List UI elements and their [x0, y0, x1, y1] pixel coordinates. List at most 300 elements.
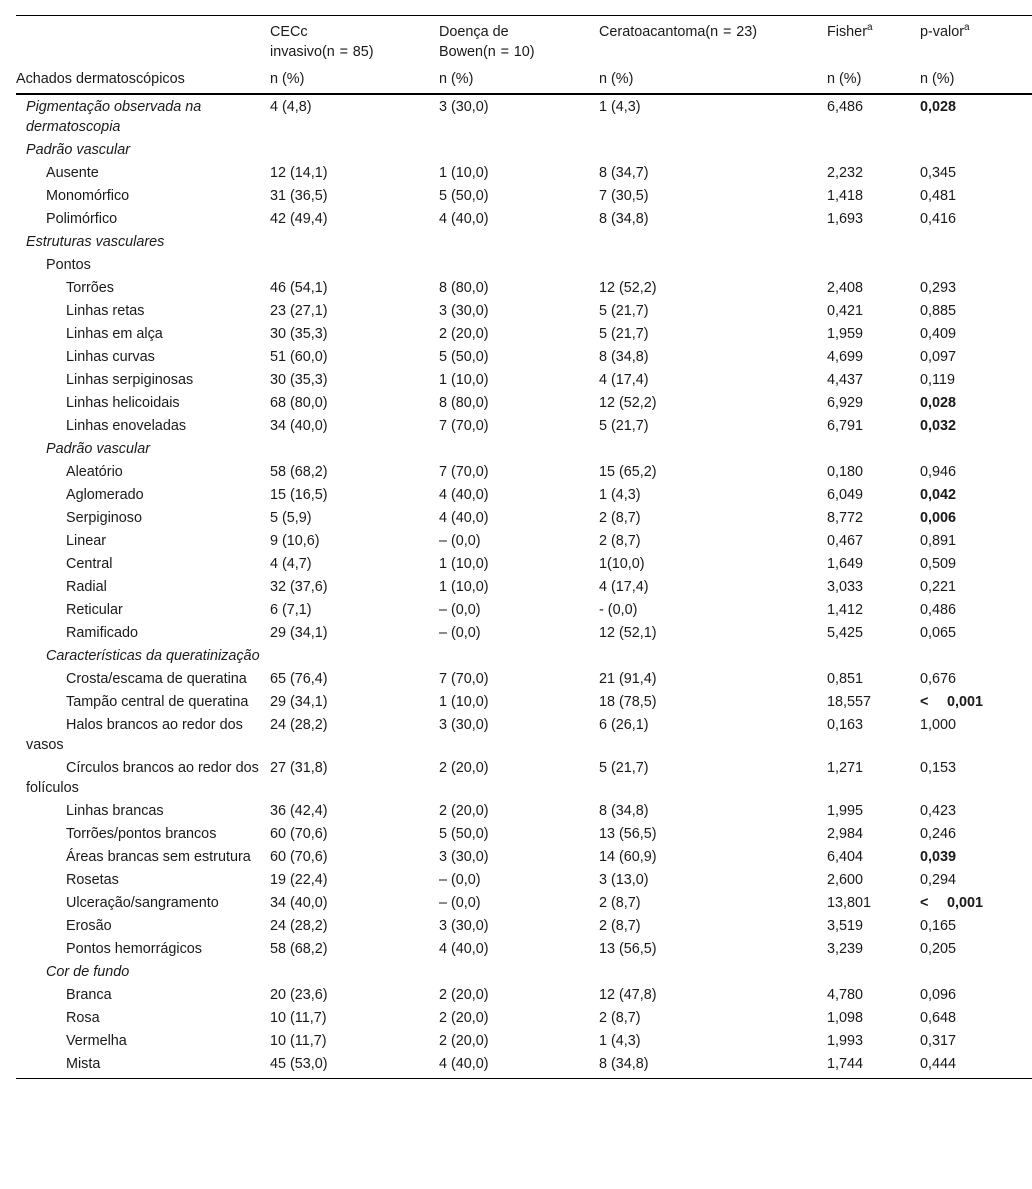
- value-bowen: 2 (20,0): [439, 1033, 489, 1049]
- value-cecc: 34 (40,0): [270, 418, 328, 434]
- row-label: Aleatório: [66, 464, 123, 480]
- table-row: [16, 575, 1032, 598]
- table-row: [16, 598, 1032, 621]
- value-ceratoacantoma: 1 (4,3): [599, 487, 641, 503]
- row-label: Estruturas vasculares: [26, 234, 165, 250]
- table-row: [16, 1029, 1032, 1052]
- value-bowen: 5 (50,0): [439, 188, 489, 204]
- value-fisher: [827, 253, 920, 276]
- value-pvalue: [920, 960, 1032, 983]
- value-fisher: 3,033: [827, 579, 864, 595]
- value-pvalue: [920, 437, 1032, 460]
- value-bowen: 1 (10,0): [439, 579, 489, 595]
- row-label: Linhas retas: [66, 303, 145, 319]
- row-label: Branca: [66, 987, 112, 1003]
- table-row: [16, 368, 1032, 391]
- row-label: Monomórfico: [46, 188, 130, 204]
- value-ceratoacantoma: 14 (60,9): [599, 849, 657, 865]
- value-fisher: 3,519: [827, 918, 864, 934]
- value-pvalue: 0,065: [920, 625, 957, 641]
- row-label: Erosão: [66, 918, 112, 934]
- value-ceratoacantoma: 1(10,0): [599, 556, 645, 572]
- value-ceratoacantoma: 4 (17,4): [599, 372, 649, 388]
- table-row: [16, 460, 1032, 483]
- value-cecc: 10 (11,7): [270, 1010, 327, 1026]
- value-bowen: [439, 437, 599, 460]
- header-group-cecc-line2: invasivo(n = 85): [270, 44, 374, 60]
- row-label: Cor de fundo: [46, 964, 130, 980]
- table-row: [16, 756, 1032, 799]
- row-label: Polimórfico: [46, 211, 118, 227]
- value-ceratoacantoma: 2 (8,7): [599, 533, 641, 549]
- value-cecc: 24 (28,2): [270, 918, 328, 934]
- value-cecc: 4 (4,7): [270, 556, 312, 572]
- value-fisher: 0,467: [827, 533, 864, 549]
- header-unit: n (%): [270, 69, 439, 94]
- value-ceratoacantoma: 12 (52,2): [599, 280, 657, 296]
- value-bowen: 1 (10,0): [439, 556, 489, 572]
- value-pvalue: 0,165: [920, 918, 957, 934]
- value-pvalue: 0,246: [920, 826, 957, 842]
- value-bowen: 4 (40,0): [439, 510, 489, 526]
- value-bowen: 4 (40,0): [439, 1052, 599, 1079]
- value-pvalue: 0,891: [920, 533, 957, 549]
- value-cecc: 6 (7,1): [270, 602, 312, 618]
- value-cecc: 30 (35,3): [270, 326, 328, 342]
- value-fisher: 1,744: [827, 1052, 920, 1079]
- value-bowen: – (0,0): [439, 895, 481, 911]
- row-label: Pontos: [46, 257, 91, 273]
- table-row: [16, 253, 1032, 276]
- value-ceratoacantoma: 15 (65,2): [599, 464, 657, 480]
- value-ceratoacantoma: 5 (21,7): [599, 303, 649, 319]
- value-cecc: 29 (34,1): [270, 625, 328, 641]
- value-bowen: 2 (20,0): [439, 760, 489, 776]
- value-cecc: 32 (37,6): [270, 579, 328, 595]
- value-fisher: 2,984: [827, 826, 864, 842]
- value-pvalue: 0,097: [920, 349, 957, 365]
- value-fisher: 6,486: [827, 99, 864, 115]
- value-bowen: – (0,0): [439, 625, 481, 641]
- value-pvalue: 0,481: [920, 188, 957, 204]
- table-row: [16, 345, 1032, 368]
- value-bowen: – (0,0): [439, 872, 481, 888]
- table-row: [16, 529, 1032, 552]
- row-label: Linhas em alça: [66, 326, 163, 342]
- header-group-ceratoacantoma-line: Ceratoacantoma(n = 23): [599, 24, 757, 40]
- value-cecc: 31 (36,5): [270, 188, 328, 204]
- table-row: [16, 184, 1032, 207]
- value-bowen: 2 (20,0): [439, 326, 489, 342]
- value-bowen: – (0,0): [439, 602, 481, 618]
- table-row: [16, 1006, 1032, 1029]
- value-ceratoacantoma: 2 (8,7): [599, 510, 641, 526]
- value-fisher: 0,163: [827, 717, 864, 733]
- value-fisher: 6,404: [827, 849, 864, 865]
- value-bowen: [439, 230, 599, 253]
- row-label: Radial: [66, 579, 107, 595]
- value-pvalue: 0,509: [920, 556, 957, 572]
- value-ceratoacantoma: 8 (34,8): [599, 211, 649, 227]
- value-fisher: 0,851: [827, 671, 864, 687]
- table-row: [16, 391, 1032, 414]
- value-cecc: 10 (11,7): [270, 1033, 327, 1049]
- table-row: [16, 713, 1032, 756]
- value-bowen: 3 (30,0): [439, 717, 489, 733]
- value-bowen: [439, 253, 599, 276]
- value-pvalue: [920, 644, 1032, 667]
- row-label: Crosta/escama de queratina: [66, 671, 247, 687]
- value-fisher: 1,995: [827, 803, 864, 819]
- value-cecc: 45 (53,0): [270, 1052, 439, 1079]
- header-group-bowen-line1: Doença de: [439, 24, 509, 40]
- table-row: [16, 483, 1032, 506]
- value-ceratoacantoma: 13 (56,5): [599, 941, 657, 957]
- value-pvalue: 0,317: [920, 1033, 957, 1049]
- value-pvalue: 0,423: [920, 803, 957, 819]
- value-ceratoacantoma: 5 (21,7): [599, 760, 649, 776]
- row-label: Rosetas: [66, 872, 119, 888]
- value-pvalue: 0,042: [920, 487, 957, 503]
- value-fisher: 4,780: [827, 987, 864, 1003]
- value-cecc: [270, 644, 439, 667]
- value-ceratoacantoma: [599, 437, 827, 460]
- row-label: Vermelha: [66, 1033, 127, 1049]
- value-cecc: [270, 253, 439, 276]
- row-label: Ulceração/sangramento: [66, 895, 219, 911]
- value-pvalue: 0,293: [920, 280, 957, 296]
- value-pvalue: 0,096: [920, 987, 957, 1003]
- table-row: [16, 276, 1032, 299]
- value-cecc: 19 (22,4): [270, 872, 328, 888]
- row-label: Torrões/pontos brancos: [66, 826, 217, 842]
- table-row: [16, 667, 1032, 690]
- value-bowen: 8 (80,0): [439, 395, 489, 411]
- table-row: [16, 983, 1032, 1006]
- value-pvalue: 0,409: [920, 326, 957, 342]
- value-ceratoacantoma: 8 (34,8): [599, 1052, 827, 1079]
- value-fisher: 18,557: [827, 694, 872, 710]
- value-bowen: 4 (40,0): [439, 211, 489, 227]
- row-label: Áreas brancas sem estrutura: [66, 849, 251, 865]
- value-fisher: 1,959: [827, 326, 864, 342]
- value-ceratoacantoma: - (0,0): [599, 602, 638, 618]
- dermatoscopy-table: [16, 15, 1032, 1079]
- value-cecc: 58 (68,2): [270, 941, 328, 957]
- table-row: [16, 437, 1032, 460]
- value-cecc: 24 (28,2): [270, 717, 328, 733]
- value-cecc: 20 (23,6): [270, 987, 328, 1003]
- value-bowen: 1 (10,0): [439, 372, 489, 388]
- value-ceratoacantoma: [599, 253, 827, 276]
- row-label: Torrões: [66, 280, 114, 296]
- table-row: [16, 868, 1032, 891]
- value-cecc: 23 (27,1): [270, 303, 328, 319]
- value-ceratoacantoma: 2 (8,7): [599, 1010, 641, 1026]
- value-bowen: 3 (30,0): [439, 99, 489, 115]
- row-label: Pigmentação observada na dermatoscopia: [26, 99, 202, 135]
- value-bowen: 1 (10,0): [439, 165, 489, 181]
- value-pvalue: 0,028: [920, 395, 957, 411]
- row-label: Tampão central de queratina: [66, 694, 249, 710]
- value-fisher: [827, 960, 920, 983]
- table-row: [16, 690, 1032, 713]
- value-ceratoacantoma: [599, 960, 827, 983]
- row-label: Halos brancos ao redor dos vasos: [26, 717, 243, 753]
- header-pvalue: p-valor$^a$: [920, 16, 1032, 70]
- value-bowen: 4 (40,0): [439, 487, 489, 503]
- row-label: Ramificado: [66, 625, 138, 641]
- header-group-ceratoacantoma: [599, 16, 827, 70]
- row-label: Serpiginoso: [66, 510, 143, 526]
- value-fisher: 1,418: [827, 188, 864, 204]
- value-cecc: 46 (54,1): [270, 280, 328, 296]
- value-ceratoacantoma: [599, 230, 827, 253]
- value-ceratoacantoma: 3 (13,0): [599, 872, 649, 888]
- value-pvalue: < 0,001: [920, 694, 984, 710]
- value-pvalue: 0,119: [920, 372, 955, 388]
- value-ceratoacantoma: 18 (78,5): [599, 694, 657, 710]
- row-label: Linhas serpiginosas: [66, 372, 194, 388]
- value-pvalue: 0,885: [920, 303, 957, 319]
- value-ceratoacantoma: 8 (34,7): [599, 165, 649, 181]
- value-bowen: 1 (10,0): [439, 694, 489, 710]
- value-pvalue: [920, 253, 1032, 276]
- value-bowen: 2 (20,0): [439, 987, 489, 1003]
- value-ceratoacantoma: 12 (52,1): [599, 625, 657, 641]
- table-row: [16, 1052, 1032, 1079]
- value-cecc: [270, 437, 439, 460]
- table-row: [16, 230, 1032, 253]
- row-label: Linhas brancas: [66, 803, 164, 819]
- value-fisher: 2,232: [827, 165, 864, 181]
- value-ceratoacantoma: 12 (47,8): [599, 987, 657, 1003]
- value-pvalue: 0,444: [920, 1052, 1032, 1079]
- value-pvalue: 0,205: [920, 941, 957, 957]
- value-fisher: 1,993: [827, 1033, 864, 1049]
- table-row: [16, 621, 1032, 644]
- value-ceratoacantoma: 12 (52,2): [599, 395, 657, 411]
- value-bowen: 8 (80,0): [439, 280, 489, 296]
- value-fisher: 4,699: [827, 349, 864, 365]
- value-bowen: [439, 644, 599, 667]
- value-cecc: [270, 138, 439, 161]
- value-bowen: 5 (50,0): [439, 826, 489, 842]
- value-pvalue: 0,153: [920, 760, 957, 776]
- value-fisher: [827, 437, 920, 460]
- header-group-cecc-line1: CECc: [270, 24, 308, 40]
- value-fisher: [827, 138, 920, 161]
- value-cecc: 27 (31,8): [270, 760, 328, 776]
- value-ceratoacantoma: 8 (34,8): [599, 349, 649, 365]
- value-cecc: 5 (5,9): [270, 510, 312, 526]
- value-ceratoacantoma: 5 (21,7): [599, 418, 649, 434]
- row-label: Padrão vascular: [26, 142, 130, 158]
- value-ceratoacantoma: [599, 644, 827, 667]
- header-findings-label: Achados dermatoscópicos: [16, 69, 270, 94]
- row-label: Linear: [66, 533, 107, 549]
- table-row: [16, 891, 1032, 914]
- value-ceratoacantoma: 1 (4,3): [599, 99, 641, 115]
- header-group-bowen: [439, 16, 599, 70]
- value-ceratoacantoma: 5 (21,7): [599, 326, 649, 342]
- value-fisher: 5,425: [827, 625, 864, 641]
- value-bowen: 3 (30,0): [439, 849, 489, 865]
- row-label: Linhas curvas: [66, 349, 155, 365]
- table-row: [16, 799, 1032, 822]
- header-empty-cell: [16, 16, 270, 70]
- value-bowen: 3 (30,0): [439, 918, 489, 934]
- value-ceratoacantoma: 4 (17,4): [599, 579, 649, 595]
- row-label: Linhas helicoidais: [66, 395, 180, 411]
- value-ceratoacantoma: 2 (8,7): [599, 918, 641, 934]
- table-row: [16, 322, 1032, 345]
- header-group-cecc: [270, 16, 439, 70]
- row-label: Pontos hemorrágicos: [66, 941, 202, 957]
- value-cecc: 36 (42,4): [270, 803, 328, 819]
- value-bowen: 4 (40,0): [439, 941, 489, 957]
- header-unit: n (%): [920, 69, 1032, 94]
- value-ceratoacantoma: 8 (34,8): [599, 803, 649, 819]
- value-bowen: 3 (30,0): [439, 303, 489, 319]
- value-cecc: 15 (16,5): [270, 487, 328, 503]
- value-pvalue: 0,648: [920, 1010, 957, 1026]
- value-fisher: 6,791: [827, 418, 864, 434]
- value-ceratoacantoma: 2 (8,7): [599, 895, 641, 911]
- value-pvalue: 1,000: [920, 717, 957, 733]
- value-cecc: 34 (40,0): [270, 895, 328, 911]
- table-row: [16, 414, 1032, 437]
- value-fisher: 1,271: [827, 760, 864, 776]
- table-row: [16, 845, 1032, 868]
- value-bowen: [439, 960, 599, 983]
- value-cecc: 58 (68,2): [270, 464, 328, 480]
- value-fisher: [827, 644, 920, 667]
- value-fisher: 3,239: [827, 941, 864, 957]
- value-bowen: [439, 138, 599, 161]
- value-cecc: 30 (35,3): [270, 372, 328, 388]
- value-fisher: 1,693: [827, 211, 864, 227]
- header-group-bowen-line2: Bowen(n = 10): [439, 44, 535, 60]
- table-row: [16, 299, 1032, 322]
- value-pvalue: 0,946: [920, 464, 957, 480]
- value-cecc: 60 (70,6): [270, 849, 328, 865]
- value-pvalue: 0,028: [920, 99, 957, 115]
- table-row: [16, 506, 1032, 529]
- table-row: [16, 552, 1032, 575]
- header-row-groups: [16, 16, 1032, 70]
- value-fisher: 4,437: [827, 372, 864, 388]
- value-cecc: 4 (4,8): [270, 99, 312, 115]
- value-cecc: 9 (10,6): [270, 533, 320, 549]
- value-cecc: 29 (34,1): [270, 694, 328, 710]
- row-label: Mista: [16, 1052, 270, 1079]
- value-bowen: 7 (70,0): [439, 418, 489, 434]
- value-fisher: 0,421: [827, 303, 864, 319]
- value-fisher: 6,049: [827, 487, 864, 503]
- table-row: [16, 914, 1032, 937]
- row-label: Linhas enoveladas: [66, 418, 187, 434]
- header-unit: n (%): [439, 69, 599, 94]
- value-fisher: 1,098: [827, 1010, 864, 1026]
- value-ceratoacantoma: 21 (91,4): [599, 671, 657, 687]
- header-row-units: [16, 69, 1032, 94]
- value-cecc: [270, 230, 439, 253]
- value-pvalue: [920, 230, 1032, 253]
- header-fisher: Fisher$^a$: [827, 16, 920, 70]
- row-label: Central: [66, 556, 113, 572]
- value-ceratoacantoma: 6 (26,1): [599, 717, 649, 733]
- row-label: Aglomerado: [66, 487, 144, 503]
- value-cecc: 60 (70,6): [270, 826, 328, 842]
- value-fisher: 2,408: [827, 280, 864, 296]
- row-label: Rosa: [66, 1010, 100, 1026]
- table-row: [16, 161, 1032, 184]
- value-cecc: 51 (60,0): [270, 349, 328, 365]
- value-cecc: 68 (80,0): [270, 395, 328, 411]
- value-cecc: 65 (76,4): [270, 671, 328, 687]
- table-row: [16, 207, 1032, 230]
- value-bowen: 7 (70,0): [439, 464, 489, 480]
- value-fisher: 1,412: [827, 602, 864, 618]
- value-pvalue: 0,345: [920, 165, 957, 181]
- value-fisher: 2,600: [827, 872, 864, 888]
- value-bowen: 2 (20,0): [439, 803, 489, 819]
- table-row: [16, 138, 1032, 161]
- value-pvalue: 0,486: [920, 602, 957, 618]
- value-pvalue: 0,039: [920, 849, 957, 865]
- value-pvalue: 0,221: [920, 579, 957, 595]
- value-pvalue: [920, 138, 1032, 161]
- value-bowen: 7 (70,0): [439, 671, 489, 687]
- value-pvalue: < 0,001: [920, 895, 984, 911]
- value-bowen: 5 (50,0): [439, 349, 489, 365]
- value-pvalue: 0,006: [920, 510, 957, 526]
- row-label: Ausente: [46, 165, 99, 181]
- value-fisher: 6,929: [827, 395, 864, 411]
- table-row: [16, 822, 1032, 845]
- value-fisher: [827, 230, 920, 253]
- value-cecc: 12 (14,1): [270, 165, 328, 181]
- header-unit: n (%): [599, 69, 827, 94]
- header-unit: n (%): [827, 69, 920, 94]
- row-label: Círculos brancos ao redor dos folículos: [26, 760, 259, 796]
- value-pvalue: 0,294: [920, 872, 957, 888]
- value-fisher: 1,649: [827, 556, 864, 572]
- value-bowen: 2 (20,0): [439, 1010, 489, 1026]
- table-row: [16, 94, 1032, 138]
- value-ceratoacantoma: [599, 138, 827, 161]
- value-ceratoacantoma: 7 (30,5): [599, 188, 649, 204]
- value-fisher: 13,801: [827, 895, 872, 911]
- table-body: [16, 94, 1032, 1079]
- value-pvalue: 0,676: [920, 671, 957, 687]
- value-cecc: [270, 960, 439, 983]
- value-fisher: 0,180: [827, 464, 864, 480]
- row-label: Características da queratinização: [46, 648, 260, 664]
- value-cecc: 42 (49,4): [270, 211, 328, 227]
- row-label: Padrão vascular: [46, 441, 150, 457]
- value-pvalue: 0,032: [920, 418, 957, 434]
- value-ceratoacantoma: 13 (56,5): [599, 826, 657, 842]
- table-row: [16, 937, 1032, 960]
- value-bowen: – (0,0): [439, 533, 481, 549]
- value-fisher: 8,772: [827, 510, 864, 526]
- row-label: Reticular: [66, 602, 123, 618]
- value-pvalue: 0,416: [920, 211, 957, 227]
- table-row: [16, 644, 1032, 667]
- value-ceratoacantoma: 1 (4,3): [599, 1033, 641, 1049]
